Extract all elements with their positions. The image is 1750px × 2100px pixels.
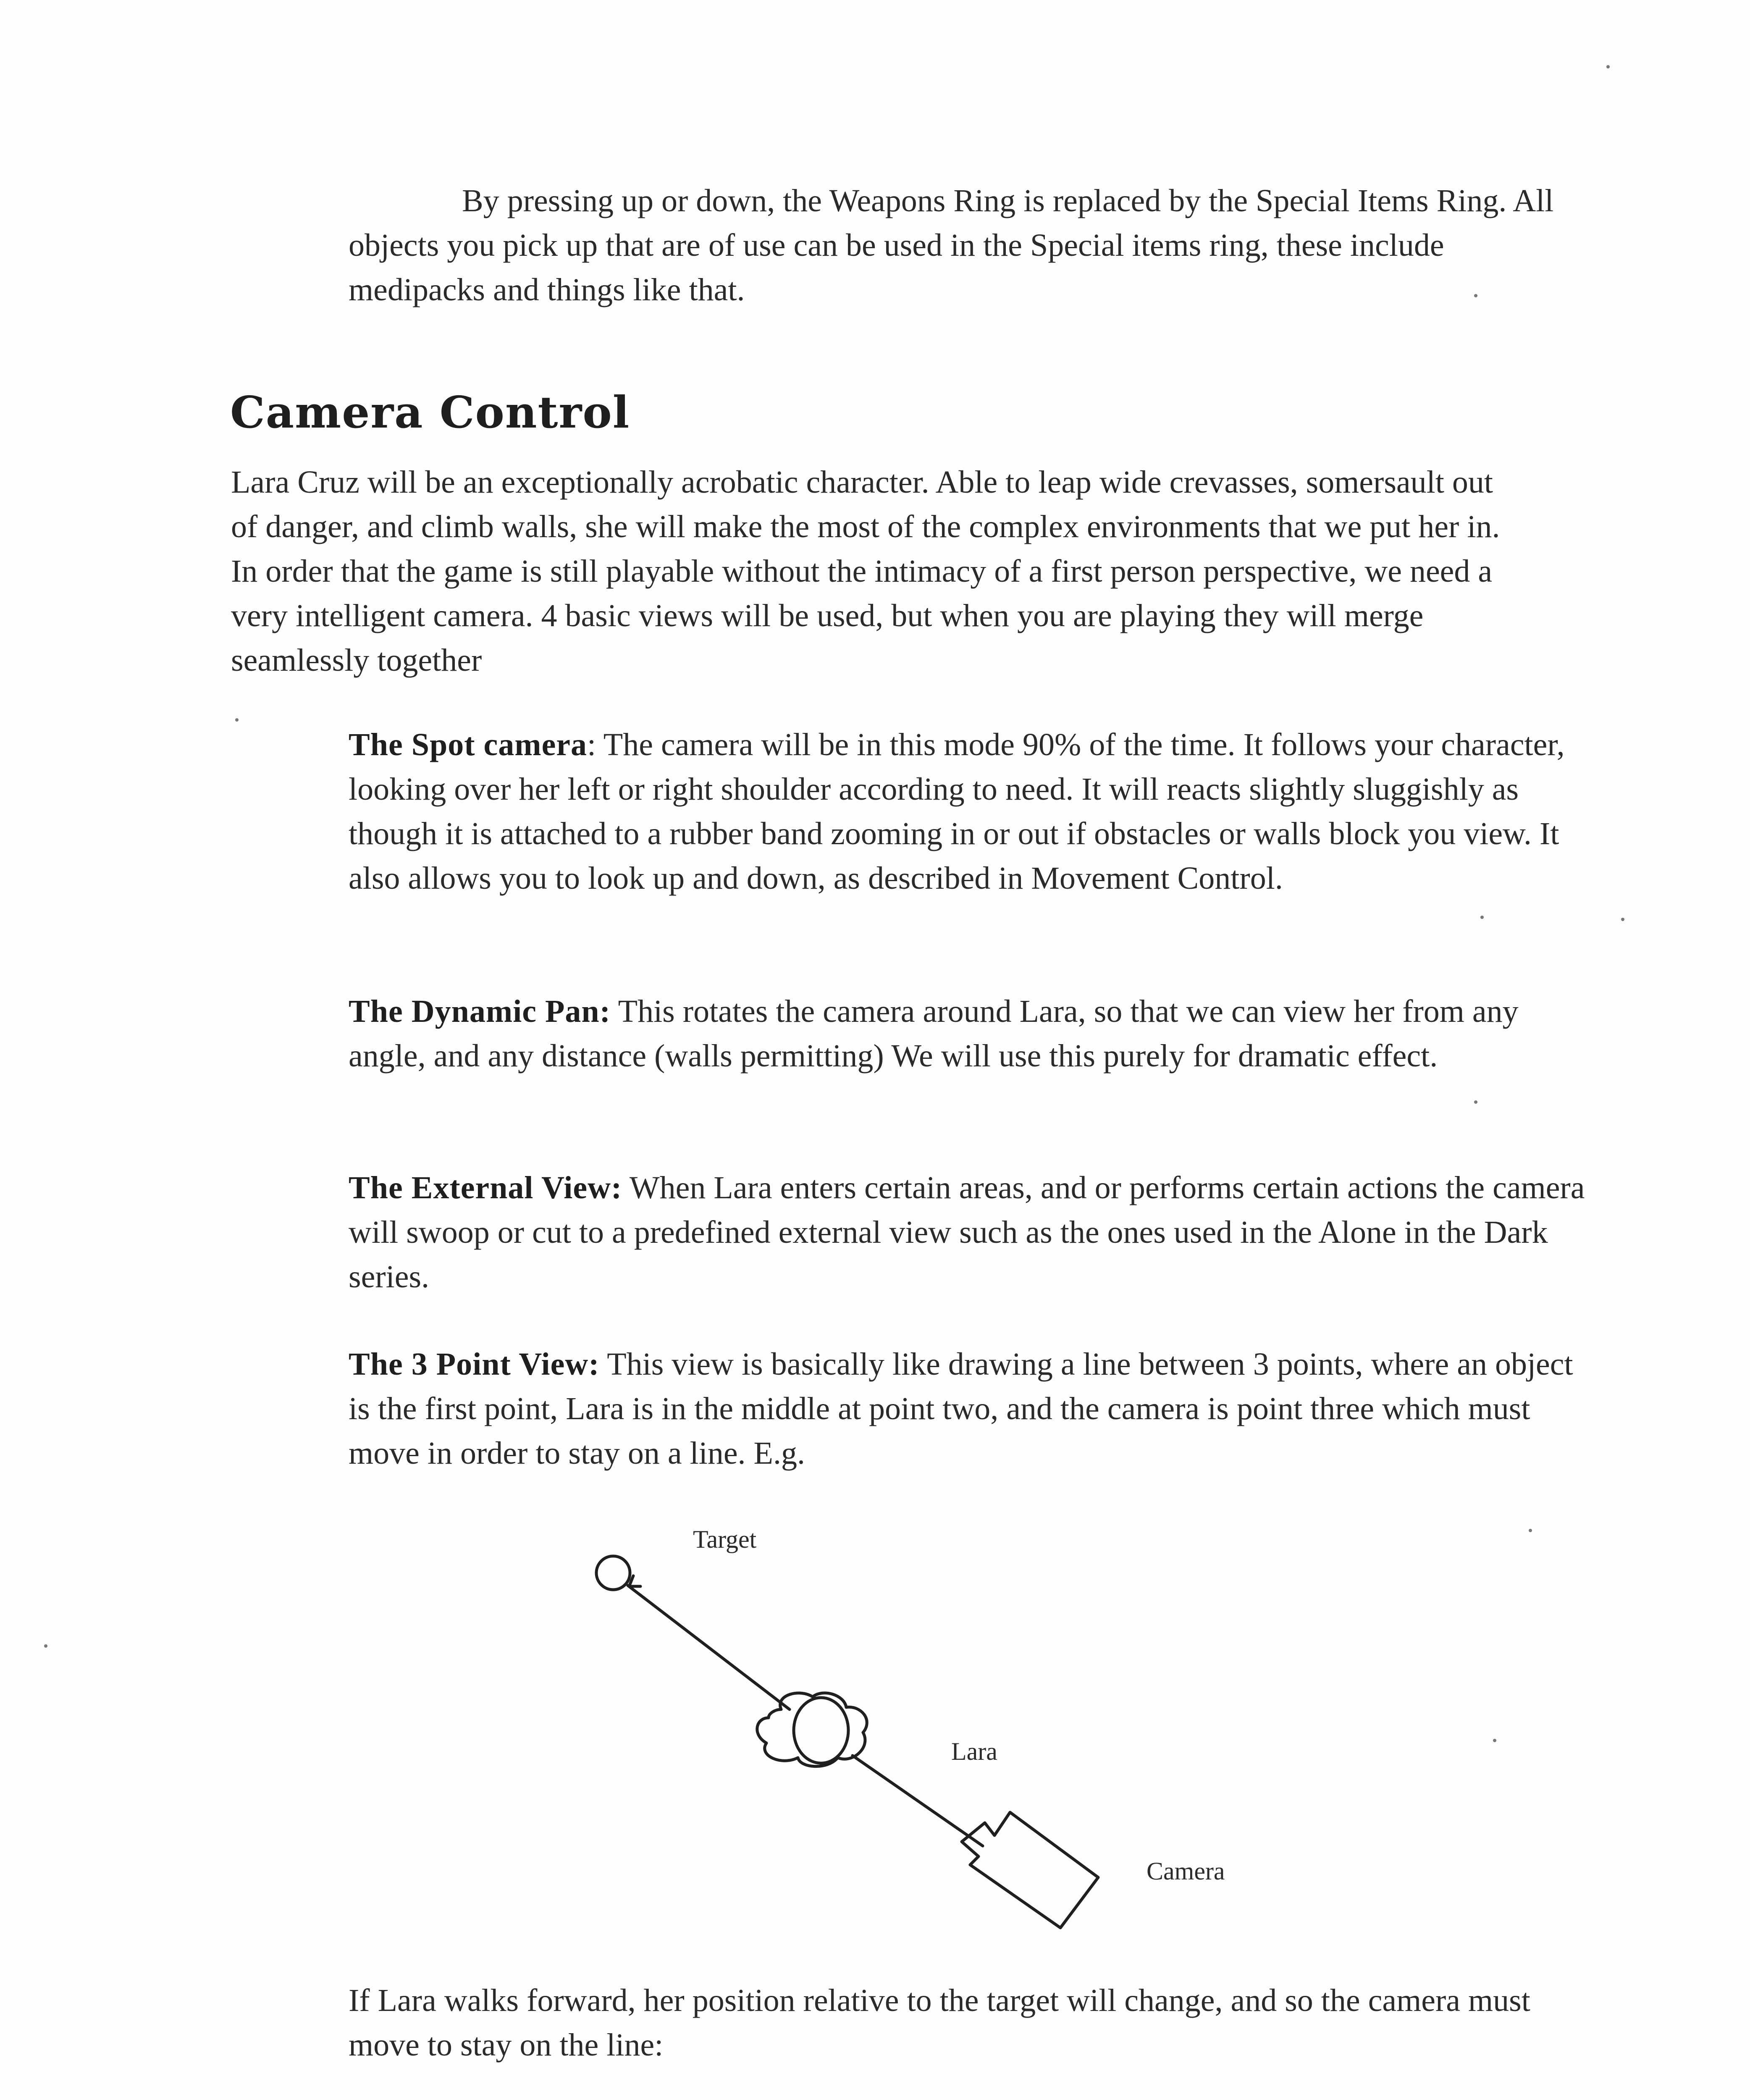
walk-forward-paragraph: If Lara walks forward, her position relative to the target will change, and so the camera must move to stay on the line:: [349, 1983, 1530, 2063]
three-point-view-paragraph: [349, 1342, 1600, 1475]
three-point-view-term: The 3 Point View:: [349, 1347, 600, 1382]
scan-speck: [1493, 1739, 1496, 1742]
spot-camera-separator: :: [587, 727, 603, 762]
dynamic-pan-paragraph: [349, 989, 1600, 1078]
camera-control-paragraph: Lara Cruz will be an exceptionally acrobatic character. Able to leap wide crevasses, somersault out of danger, and climb walls, she will make the most of the complex environments that we put her in. In order that the game is still playable without the intimacy of a first person perspective, we need a very intelligent camera. 4 basic views will be used, but when you are playing they will merge seamlessly together: [231, 465, 1500, 678]
spot-camera-description: The camera will be in this mode 90% of the time. It follows your character, looking over her left or right shoulder according to need. It will reacts slightly sluggishly as though it is attached to a rubber band zooming in or out if obstacles or walls block you view. It also allows you to look up and down, as described in Movement Control.: [349, 727, 1565, 896]
scan-speck: [1529, 1529, 1532, 1532]
scan-speck: [1621, 918, 1624, 921]
external-view-separator: [622, 1170, 630, 1205]
dynamic-pan-separator: [611, 994, 618, 1029]
external-view-description: When Lara enters certain areas, and or performs certain actions the camera will swoop or cut to a predefined external view such as the ones used in the Alone in the Dark series.: [349, 1170, 1585, 1294]
scan-speck: [1474, 1100, 1477, 1104]
section-heading: Camera Control: [230, 386, 630, 438]
lara-head-icon: [794, 1698, 848, 1763]
lara-to-camera-line: [853, 1756, 983, 1846]
spot-camera-term: The Spot camera: [349, 727, 588, 762]
external-view-term: The External View:: [349, 1170, 622, 1205]
external-view-paragraph: [349, 1166, 1600, 1299]
scan-speck: [1480, 916, 1484, 919]
three-point-view-description: This view is basically like drawing a line between 3 points, where an object is the first point, Lara is in the middle at point two, and the camera is point three which must move in order to stay on a line. E.g.: [349, 1347, 1573, 1471]
target-arrow-icon: [629, 1576, 640, 1586]
target-circle: [596, 1556, 630, 1590]
spot-camera-paragraph: [349, 722, 1600, 900]
scan-speck: [1474, 294, 1477, 297]
scan-speck: [235, 718, 239, 722]
scan-speck: [1606, 65, 1610, 68]
lara-label: Lara: [951, 1738, 997, 1765]
dynamic-pan-term: The Dynamic Pan:: [349, 994, 611, 1029]
target-label: Target: [693, 1525, 757, 1553]
target-to-lara-line: [628, 1586, 790, 1709]
lara-figure-icon: [757, 1693, 867, 1767]
diagram-one: [596, 1525, 1225, 1928]
camera-label: Camera: [1147, 1857, 1225, 1885]
scan-speck: [44, 1644, 47, 1648]
intro-paragraph: By pressing up or down, the Weapons Ring is replaced by the Special Items Ring. All objects you pick up that are of use can be used in the Special items ring, these include medipacks and things like that.: [349, 183, 1554, 307]
camera-box-icon: [962, 1812, 1098, 1928]
three-point-view-separator: [600, 1347, 607, 1382]
dynamic-pan-description: This rotates the camera around Lara, so that we can view her from any angle, and any distance (walls permitting) We will use this purely for dramatic effect.: [349, 994, 1519, 1074]
